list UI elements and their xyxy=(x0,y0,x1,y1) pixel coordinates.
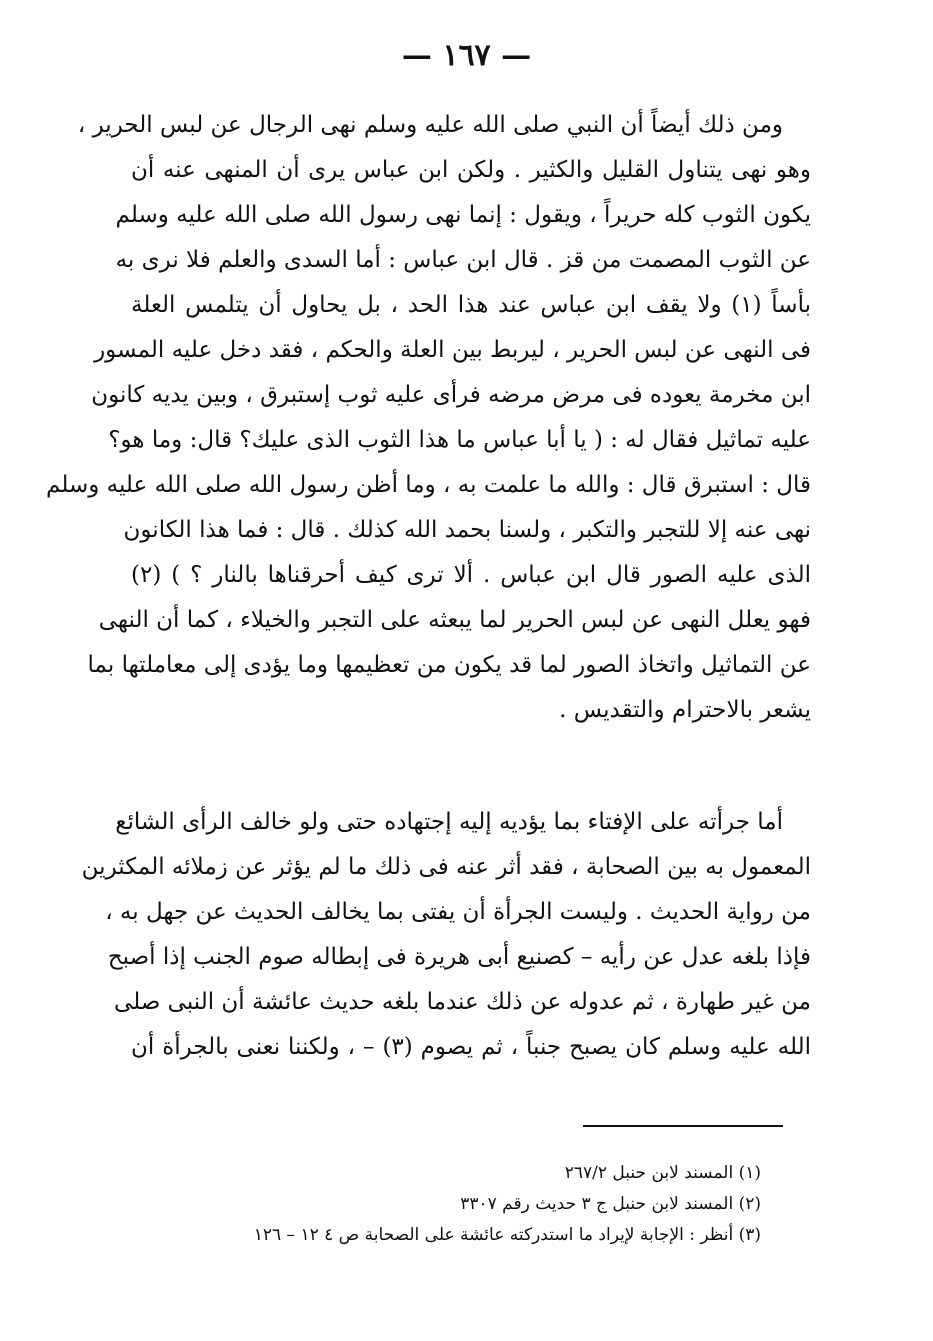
text-line: عليه تماثيل فقال له : ( يا أبا عباس ما هذا الثوب الذى عليك؟ قال: وما هو؟ xyxy=(108,427,811,453)
text-line: من غير طهارة ، ثم عدوله عن ذلك عندما بلغه حديث عائشة أن النبى صلى xyxy=(114,989,811,1015)
footnote-2: (٢) المسند لابن حنبل ج ٣ حديث رقم ٣٣٠٧ xyxy=(460,1194,761,1214)
paragraph-1 xyxy=(46,103,811,733)
text-line: الذى عليه الصور قال ابن عباس . ألا ترى كيف أحرقناها بالنار ؟ ) (٢) xyxy=(131,562,811,588)
text-line: فإذا بلغه عدل عن رأيه – كصنيع أبى هريرة فى إبطاله صوم الجنب إذا أصبح xyxy=(107,944,811,970)
text-line: قال : استبرق قال : والله ما علمت به ، وما أظن رسول الله صلى الله عليه وسلم xyxy=(46,472,811,498)
text-line: ابن مخرمة يعوده فى مرض مرضه فرأى عليه ثوب إستبرق ، وبين يديه كانون xyxy=(91,382,811,408)
text-line: فهو يعلل النهى عن لبس الحرير لما يبعثه على التجبر والخيلاء ، كما أن النهى xyxy=(98,607,811,633)
text-line: ومن ذلك أيضاً أن النبي صلى الله عليه وسلم نهى الرجال عن لبس الحرير ، xyxy=(77,112,783,138)
text-line: فى النهى عن لبس الحرير ، ليربط بين العلة والحكم ، فقد دخل عليه المسور xyxy=(94,337,811,363)
footnotes xyxy=(161,1158,761,1251)
text-line: نهى عنه إلا للتجبر والتكبر ، ولسنا بحمد الله كذلك . قال : فما هذا الكانون xyxy=(123,517,811,543)
text-line: من رواية الحديث . وليست الجرأة أن يفتى بما يخالف الحديث عن جهل به ، xyxy=(105,899,811,925)
text-line: وهو نهى يتناول القليل والكثير . ولكن ابن عباس يرى أن المنهى عنه أن xyxy=(131,157,811,183)
page-number: — ١٦٧ — xyxy=(401,38,532,73)
text-line: بأساً (١) ولا يقف ابن عباس عند هذا الحد ، بل يحاول أن يتلمس العلة xyxy=(131,292,811,318)
text-line: عن التماثيل واتخاذ الصور لما قد يكون من تعظيمها وما يؤدى إلى معاملتها بما xyxy=(87,652,811,678)
text-line: أما جرأته على الإفتاء بما يؤديه إليه إجتهاده حتى ولو خالف الرأى الشائع xyxy=(115,809,783,835)
paragraph-2 xyxy=(81,800,811,1070)
text-line: يشعر بالاحترام والتقديس . xyxy=(559,697,811,723)
text-line: المعمول به بين الصحابة ، فقد أثر عنه فى ذلك ما لم يؤثر عن زملائه المكثرين xyxy=(81,854,811,880)
footnote-3: (٣) أنظر : الإجابة لإيراد ما استدركته عائشة على الصحابة ص ٤ ١٢ – ١٢٦ xyxy=(253,1225,761,1245)
text-line: عن الثوب المصمت من قز . قال ابن عباس : أما السدى والعلم فلا نرى به xyxy=(115,247,811,273)
text-line: يكون الثوب كله حريراً ، ويقول : إنما نهى رسول الله صلى الله عليه وسلم xyxy=(115,202,811,228)
footnote-divider xyxy=(583,1125,783,1127)
text-line: الله عليه وسلم كان يصبح جنباً ، ثم يصوم (٣) – ، ولكننا نعنى بالجرأة أن xyxy=(131,1034,811,1060)
footnote-1: (١) المسند لابن حنبل ٢٦٧/٢ xyxy=(564,1163,761,1183)
